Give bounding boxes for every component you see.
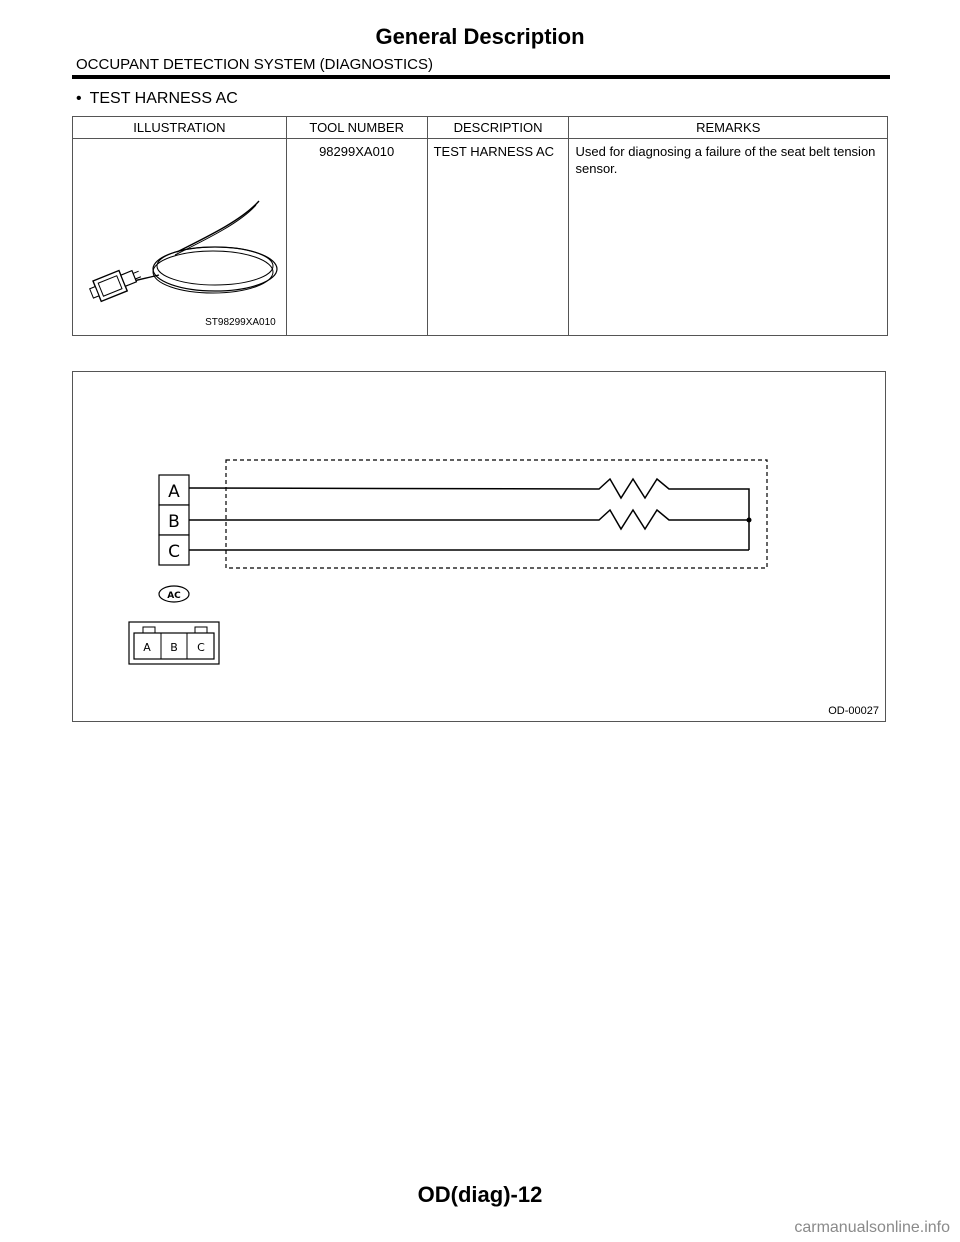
connector-label: AC	[167, 591, 181, 601]
diagram-code: OD-00027	[828, 705, 879, 717]
column-header-illustration: ILLUSTRATION	[73, 117, 287, 139]
wire-a-resistor	[189, 479, 749, 550]
section-title: OCCUPANT DETECTION SYSTEM (DIAGNOSTICS)	[76, 56, 433, 73]
page-number: OD(diag)-12	[417, 1182, 543, 1207]
column-header-remarks: REMARKS	[569, 117, 888, 139]
illustration-cell	[73, 139, 287, 336]
junction-dot	[747, 518, 752, 523]
tool-item-heading	[76, 90, 238, 108]
page-title: General Description	[375, 24, 585, 49]
connector-pin-a: A	[143, 641, 151, 654]
tool-table	[72, 116, 888, 336]
wire-b-resistor	[189, 510, 749, 529]
table-row	[73, 139, 888, 336]
connector-pin-b: B	[170, 641, 178, 654]
connector-pin-c: C	[197, 641, 205, 654]
tool-number-cell: 98299XA010	[286, 139, 427, 336]
remarks-cell: Used for diagnosing a failure of the seat belt tension sensor.	[569, 139, 888, 336]
illustration-code: ST98299XA010	[205, 317, 276, 328]
description-cell: TEST HARNESS AC	[427, 139, 569, 336]
terminal-label-a: A	[168, 482, 180, 502]
harness-boundary	[226, 460, 767, 568]
column-header-tool-number: TOOL NUMBER	[286, 117, 427, 139]
wiring-diagram	[72, 371, 886, 722]
column-header-description: DESCRIPTION	[427, 117, 569, 139]
table-header-row	[73, 117, 888, 139]
terminal-label-b: B	[168, 512, 180, 532]
bullet-icon: •	[76, 90, 82, 107]
header-rule	[72, 75, 890, 79]
terminal-label-c: C	[168, 542, 180, 562]
wiring-diagram-graphic	[73, 372, 887, 723]
watermark: carmanualsonline.info	[794, 1219, 950, 1236]
tool-item-label: TEST HARNESS AC	[89, 90, 238, 107]
